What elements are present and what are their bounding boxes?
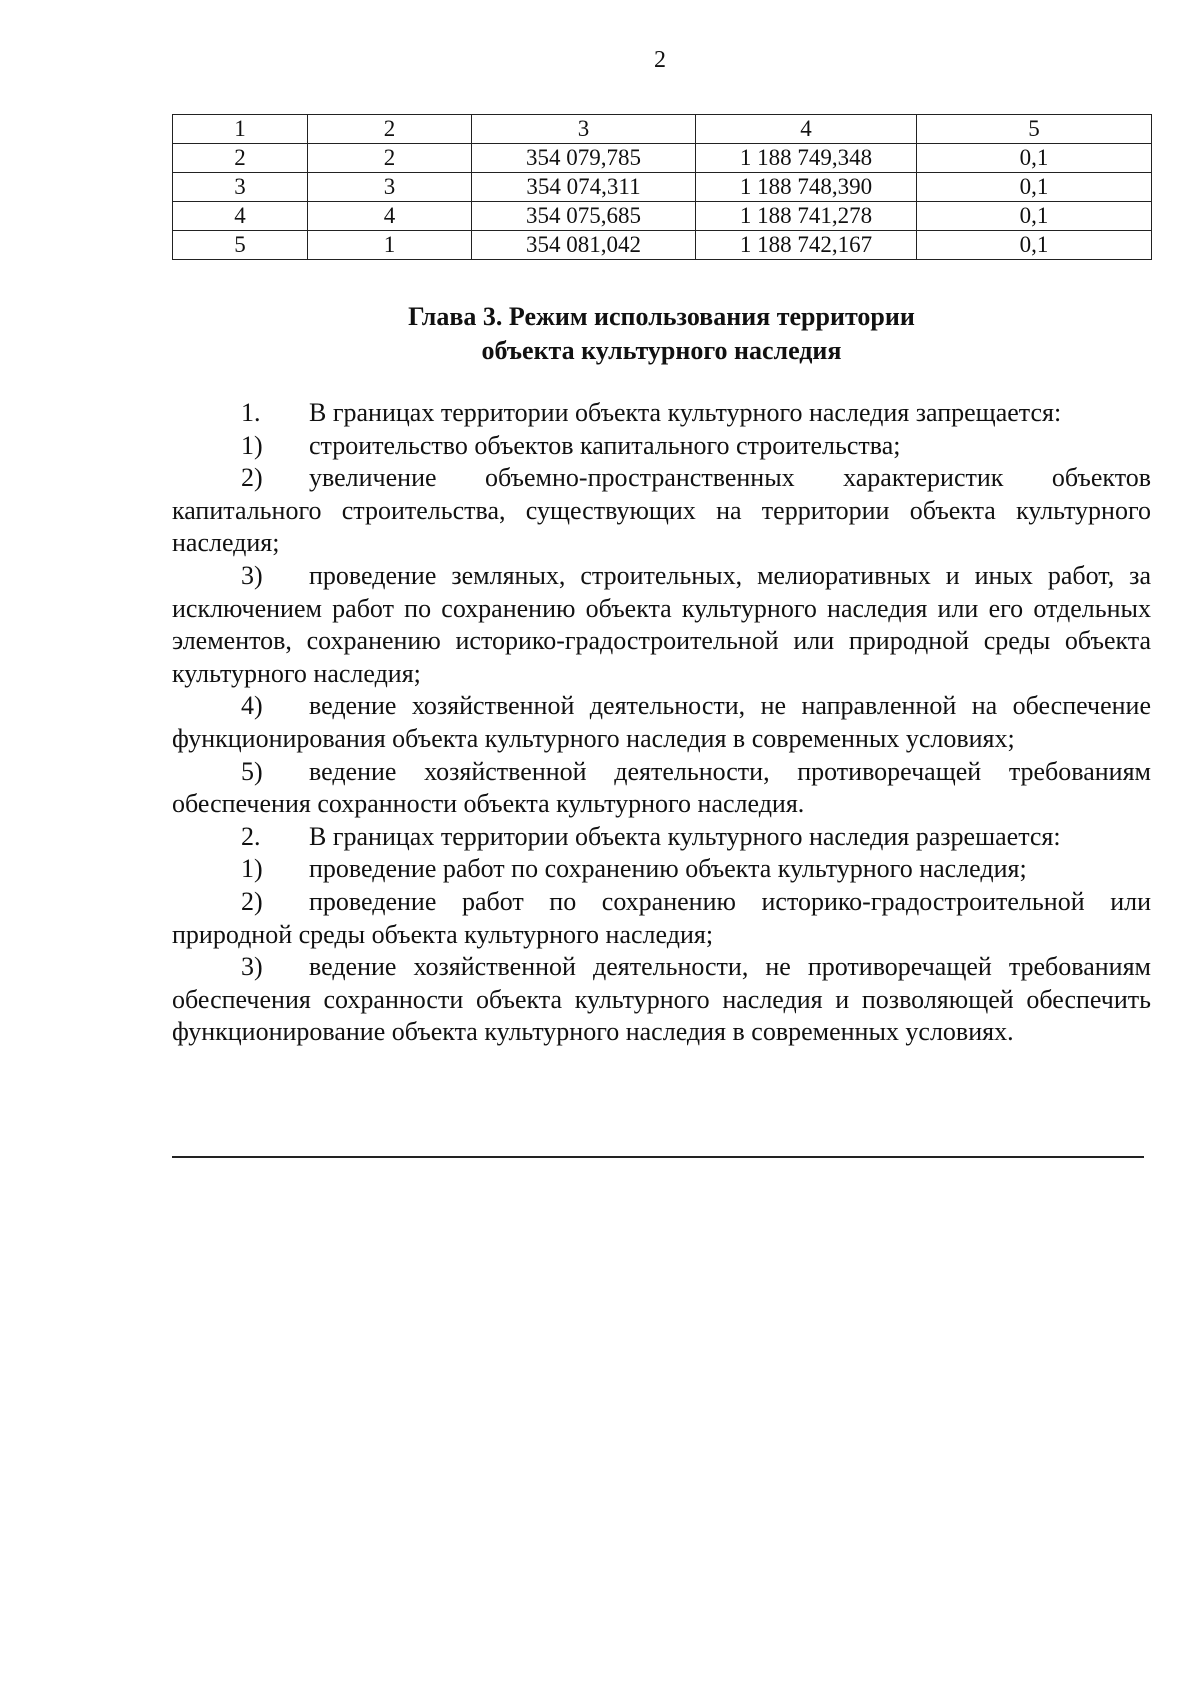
- table-cell: 4: [173, 202, 308, 231]
- paragraph-text: увеличение объемно-пространственных характеристик объектов капитального строительства, существующих на территории объекта культурного наследия;: [172, 463, 1151, 558]
- table-cell: 1 188 741,278: [696, 202, 917, 231]
- table-cell: 2: [173, 144, 308, 173]
- paragraph: [172, 821, 1151, 854]
- paragraph-text: В границах территории объекта культурного наследия запрещается:: [309, 398, 1062, 427]
- table-cell: 1 188 748,390: [696, 173, 917, 202]
- chapter-body: [172, 397, 1151, 1049]
- table-cell: 3: [472, 115, 696, 144]
- paragraph-number: 2.: [241, 821, 261, 851]
- paragraph-text: проведение земляных, строительных, мелиоративных и иных работ, за исключением работ по сохранению объекта культурного наследия или его отдельных элементов, сохранению историко-градостроительной или природной среды объекта культурного наследия;: [172, 560, 1151, 688]
- table-cell: 3: [308, 173, 472, 202]
- table-cell: 5: [173, 231, 308, 260]
- paragraph: [172, 397, 1151, 430]
- paragraph-text: ведение хозяйственной деятельности, не направленной на обеспечение функционирования объекта культурного наследия в современных условиях;: [172, 691, 1151, 753]
- table-cell: 4: [696, 115, 917, 144]
- paragraph: [172, 756, 1151, 821]
- chapter-title: [172, 300, 1151, 368]
- table-row: [173, 202, 1152, 231]
- table-cell: 3: [173, 173, 308, 202]
- paragraph-text: ведение хозяйственной деятельности, не противоречащей требованиям обеспечения сохранности объекта культурного наследия и позволяющей обеспечить функционирование объекта культурного наследия в современных условиях.: [172, 952, 1151, 1047]
- table-cell: 354 081,042: [472, 231, 696, 260]
- paragraph-number: 2): [241, 886, 263, 916]
- table-cell: 4: [308, 202, 472, 231]
- table-row: [173, 231, 1152, 260]
- table-cell: 2: [308, 115, 472, 144]
- end-of-document-rule: [172, 1156, 1144, 1158]
- paragraph-number: 3): [241, 952, 263, 982]
- paragraph-number: 5): [241, 756, 263, 786]
- paragraph: [172, 462, 1151, 560]
- table-cell: 2: [308, 144, 472, 173]
- paragraph: [172, 430, 1151, 463]
- chapter-title-line: объекта культурного наследия: [481, 336, 842, 365]
- paragraph-text: проведение работ по сохранению историко-градостроительной или природной среды объекта культурного наследия;: [172, 886, 1151, 949]
- table-cell: 354 075,685: [472, 202, 696, 231]
- paragraph-number: 1.: [241, 398, 261, 427]
- table-header-row: [173, 115, 1152, 144]
- coordinates-table: [172, 114, 1152, 260]
- table-cell: 354 074,311: [472, 173, 696, 202]
- paragraph-text: строительство объектов капитального строительства;: [309, 430, 901, 460]
- paragraph-text: проведение работ по сохранению объекта культурного наследия;: [309, 854, 1027, 884]
- table-cell: 1 188 749,348: [696, 144, 917, 173]
- paragraph-text: В границах территории объекта культурного наследия разрешается:: [309, 821, 1061, 851]
- paragraph-number: 3): [241, 560, 263, 590]
- paragraph-number: 1): [241, 430, 263, 460]
- paragraph: [172, 853, 1151, 886]
- table-cell: 1 188 742,167: [696, 231, 917, 260]
- table-cell: 1: [173, 115, 308, 144]
- table-cell: 354 079,785: [472, 144, 696, 173]
- paragraph-text: ведение хозяйственной деятельности, противоречащей требованиям обеспечения сохранности объекта культурного наследия.: [172, 756, 1151, 819]
- paragraph-number: 2): [241, 463, 263, 493]
- paragraph: [172, 690, 1151, 755]
- chapter-title-line: Глава 3. Режим использования территории: [408, 302, 915, 331]
- table-cell: 0,1: [917, 231, 1152, 260]
- paragraph-number: 1): [241, 854, 263, 884]
- paragraph: [172, 951, 1151, 1049]
- paragraph-number: 4): [241, 691, 263, 721]
- table-cell: 0,1: [917, 202, 1152, 231]
- page-number: 2: [654, 47, 666, 73]
- table-cell: 5: [917, 115, 1152, 144]
- table-row: [173, 144, 1152, 173]
- table-cell: 0,1: [917, 144, 1152, 173]
- table-cell: 1: [308, 231, 472, 260]
- table-row: [173, 173, 1152, 202]
- paragraph: [172, 560, 1151, 690]
- paragraph: [172, 886, 1151, 951]
- table-cell: 0,1: [917, 173, 1152, 202]
